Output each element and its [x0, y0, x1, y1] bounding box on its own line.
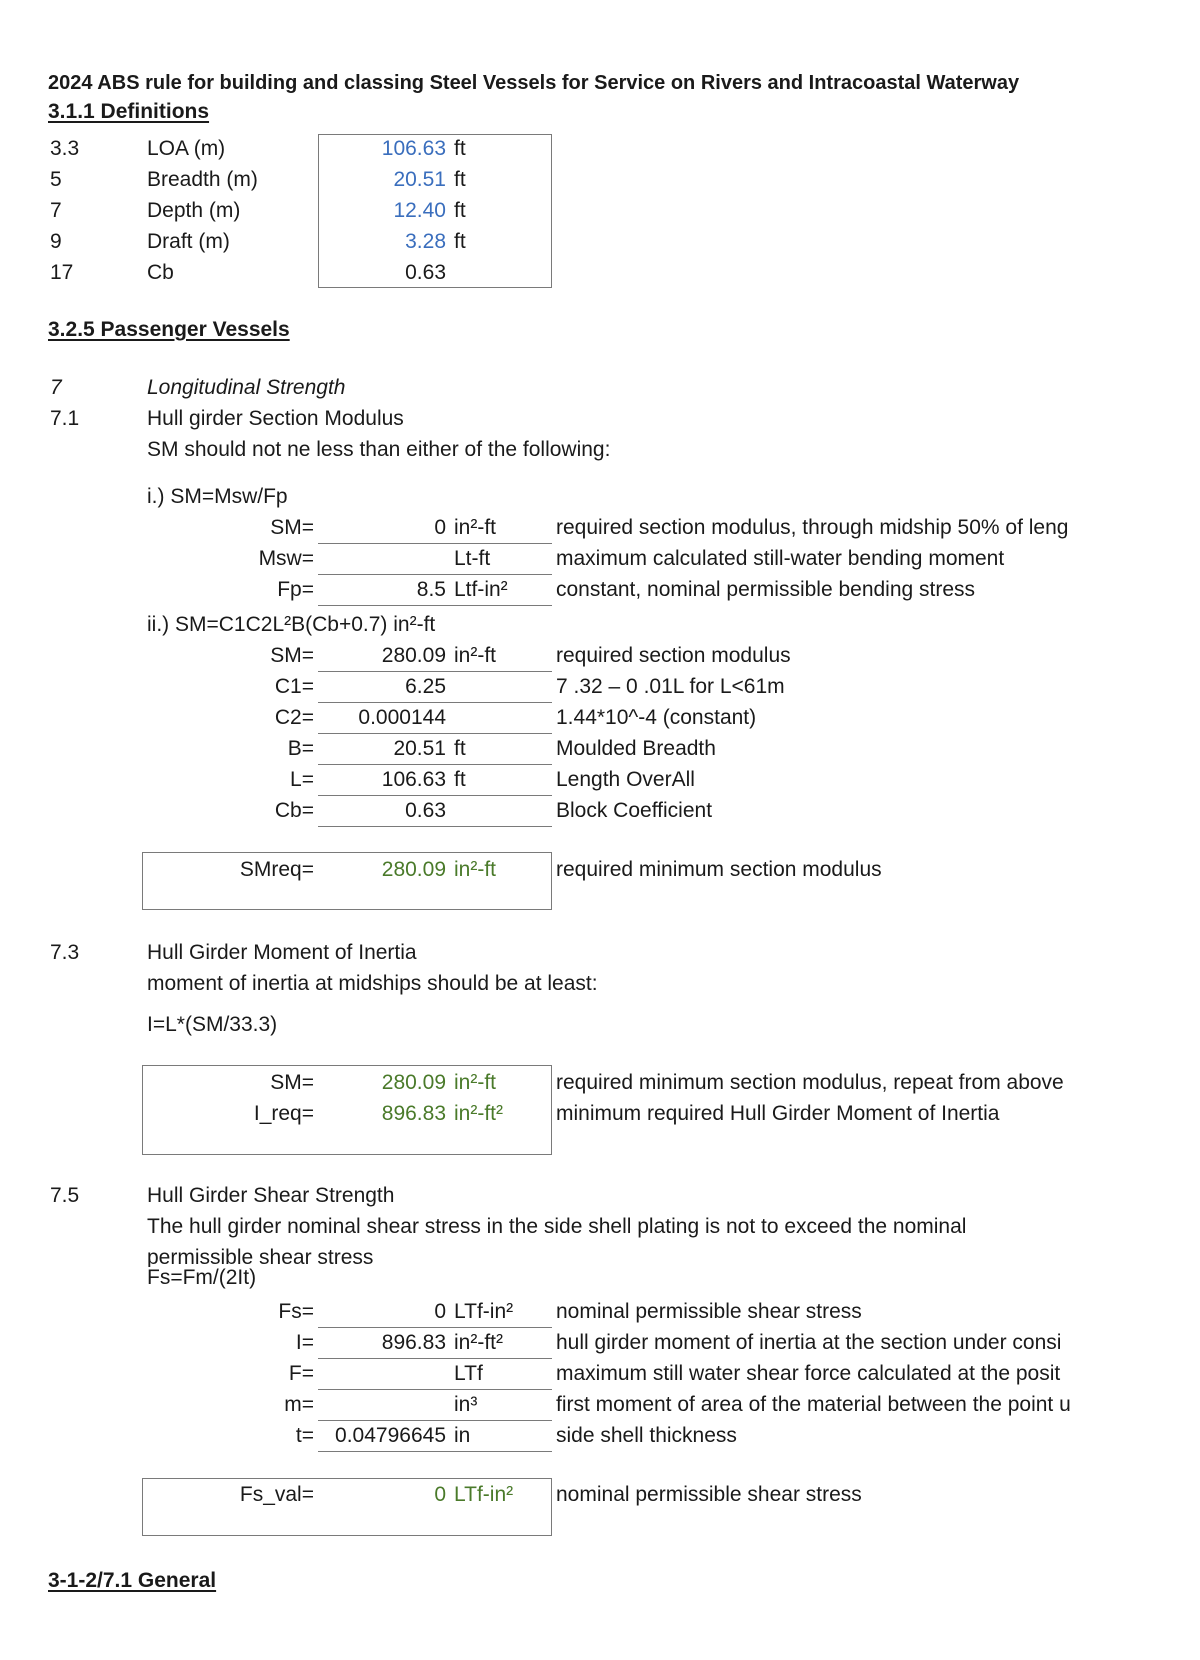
- section-7-1-title: Hull girder Section Modulus: [147, 407, 404, 430]
- param-value[interactable]: 106.63: [381, 768, 446, 791]
- cell-underline: [318, 605, 552, 606]
- cell-underline: [318, 671, 552, 672]
- param-unit: in²-ft: [454, 1071, 496, 1094]
- param-label: Fs=: [278, 1300, 314, 1323]
- smreq-unit: in²-ft: [454, 858, 496, 881]
- smreq-label: SMreq=: [239, 858, 314, 881]
- param-desc: Moulded Breadth: [556, 737, 716, 760]
- param-desc: maximum calculated still-water bending moment: [556, 547, 1005, 570]
- definition-value[interactable]: 3.28: [405, 230, 446, 253]
- formula-i: i.) SM=Msw/Fp: [147, 485, 288, 508]
- definition-label: Depth (m): [147, 199, 241, 222]
- section-7-3-formula: I=L*(SM/33.3): [147, 1013, 278, 1036]
- section-7-5-title: Hull Girder Shear Strength: [147, 1184, 395, 1207]
- param-unit: in³: [454, 1393, 478, 1416]
- section-7-num: 7: [50, 376, 62, 399]
- definition-label: Cb: [147, 261, 174, 284]
- param-label: I_req=: [253, 1102, 314, 1125]
- cell-underline: [318, 574, 552, 575]
- param-desc: minimum required Hull Girder Moment of Inertia: [556, 1102, 1000, 1125]
- definition-num: 7: [50, 199, 62, 222]
- definition-num: 9: [50, 230, 62, 253]
- param-value[interactable]: 0: [434, 516, 446, 539]
- definition-unit: ft: [454, 137, 466, 160]
- param-unit: LTf: [454, 1362, 483, 1385]
- definition-num: 5: [50, 168, 62, 191]
- param-desc: Block Coefficient: [556, 799, 713, 822]
- section-7-1-num: 7.1: [50, 407, 80, 430]
- param-desc: 7 .32 – 0 .01L for L<61m: [556, 675, 785, 698]
- param-value: 896.83: [381, 1102, 446, 1125]
- param-value[interactable]: 20.51: [393, 737, 446, 760]
- param-value[interactable]: 0.04796645: [335, 1424, 446, 1447]
- param-unit: in²-ft: [454, 644, 496, 667]
- param-label: C1=: [274, 675, 314, 698]
- param-desc: side shell thickness: [556, 1424, 737, 1447]
- cell-underline: [318, 795, 552, 796]
- definition-value[interactable]: 106.63: [381, 137, 446, 160]
- param-unit: in: [454, 1424, 471, 1447]
- param-desc: hull girder moment of inertia at the section under consi: [556, 1331, 1062, 1354]
- definition-label: Breadth (m): [147, 168, 258, 191]
- smreq-value: 280.09: [381, 858, 446, 881]
- cell-underline: [318, 1358, 552, 1359]
- section-7-3-title: Hull Girder Moment of Inertia: [147, 941, 417, 964]
- param-unit: in²-ft: [454, 516, 496, 539]
- param-value[interactable]: 0: [434, 1300, 446, 1323]
- cell-underline: [318, 1420, 552, 1421]
- fsval-unit: LTf-in²: [454, 1483, 514, 1506]
- param-desc: maximum still water shear force calculated at the posit: [556, 1362, 1061, 1385]
- section-7-5-desc: The hull girder nominal shear stress in the side shell plating is not to exceed the nominal: [147, 1215, 967, 1238]
- smreq-desc: required minimum section modulus: [556, 858, 882, 881]
- definition-unit: ft: [454, 199, 466, 222]
- param-label: m=: [284, 1393, 314, 1416]
- param-desc: required section modulus: [556, 644, 791, 667]
- fsval-desc: nominal permissible shear stress: [556, 1483, 862, 1506]
- param-label: Fp=: [277, 578, 314, 601]
- param-desc: constant, nominal permissible bending stress: [556, 578, 976, 601]
- param-desc: Length OverAll: [556, 768, 695, 791]
- param-desc: 1.44*10^-4 (constant): [556, 706, 757, 729]
- fsval-value: 0: [434, 1483, 446, 1506]
- param-unit: in²-ft²: [454, 1331, 503, 1354]
- param-value[interactable]: 6.25: [405, 675, 446, 698]
- general-heading: 3-1-2/7.1 General: [48, 1569, 217, 1592]
- param-value[interactable]: 0.63: [405, 799, 446, 822]
- param-unit: LTf-in²: [454, 1300, 514, 1323]
- document-title: 2024 ABS rule for building and classing Steel Vessels for Service on Rivers and Intracoastal Waterway: [48, 72, 1020, 94]
- param-desc: required section modulus, through midship 50% of leng: [556, 516, 1069, 539]
- param-desc: nominal permissible shear stress: [556, 1300, 862, 1323]
- param-label: I=: [295, 1331, 314, 1354]
- param-unit: in²-ft²: [454, 1102, 503, 1125]
- section-7-3-desc: moment of inertia at midships should be at least:: [147, 972, 598, 995]
- param-label: B=: [287, 737, 314, 760]
- definition-label: LOA (m): [147, 137, 226, 160]
- param-label: t=: [295, 1424, 314, 1447]
- cell-underline: [318, 543, 552, 544]
- definition-value: 0.63: [405, 261, 446, 284]
- section-7-5-desc-cont: permissible shear stress: [147, 1246, 374, 1267]
- param-value[interactable]: 8.5: [416, 578, 446, 601]
- param-value: 280.09: [381, 1071, 446, 1094]
- section-7-5-formula: Fs=Fm/(2It): [147, 1266, 257, 1289]
- param-label: Msw=: [258, 547, 314, 570]
- cell-underline: [318, 1451, 552, 1452]
- section-7-5-num: 7.5: [50, 1184, 80, 1207]
- param-unit: ft: [454, 737, 466, 760]
- section-7-title: Longitudinal Strength: [147, 376, 346, 399]
- param-label: SM=: [270, 516, 314, 539]
- fsval-label: Fs_val=: [239, 1483, 314, 1506]
- param-value[interactable]: 280.09: [381, 644, 446, 667]
- definition-unit: ft: [454, 168, 466, 191]
- formula-ii: ii.) SM=C1C2L²B(Cb+0.7) in²-ft: [147, 613, 436, 636]
- cell-underline: [318, 733, 552, 734]
- section-7-3-num: 7.3: [50, 941, 80, 964]
- param-label: Cb=: [274, 799, 314, 822]
- cell-underline: [318, 1389, 552, 1390]
- definitions-heading: 3.1.1 Definitions: [48, 100, 210, 123]
- param-desc: required minimum section modulus, repeat from above: [556, 1071, 1064, 1094]
- param-desc: first moment of area of the material between the point u: [556, 1393, 1071, 1416]
- param-label: SM=: [270, 1071, 314, 1094]
- definition-unit: ft: [454, 230, 466, 253]
- cell-underline: [318, 826, 552, 827]
- passenger-heading: 3.2.5 Passenger Vessels: [48, 318, 290, 341]
- cell-underline: [318, 764, 552, 765]
- param-label: SM=: [270, 644, 314, 667]
- param-unit: ft: [454, 768, 466, 791]
- definition-value[interactable]: 20.51: [393, 168, 446, 191]
- definition-num: 17: [50, 261, 74, 284]
- param-label: F=: [288, 1362, 314, 1385]
- param-unit: Ltf-in²: [454, 578, 508, 601]
- definition-num: 3.3: [50, 137, 80, 160]
- param-value[interactable]: 896.83: [381, 1331, 446, 1354]
- cell-underline: [318, 702, 552, 703]
- param-value[interactable]: 0.000144: [358, 706, 446, 729]
- param-label: C2=: [274, 706, 314, 729]
- definition-value[interactable]: 12.40: [393, 199, 446, 222]
- definition-label: Draft (m): [147, 230, 230, 253]
- param-label: L=: [290, 768, 314, 791]
- cell-underline: [318, 1327, 552, 1328]
- section-7-1-desc: SM should not ne less than either of the following:: [147, 438, 611, 461]
- param-unit: Lt-ft: [454, 547, 491, 570]
